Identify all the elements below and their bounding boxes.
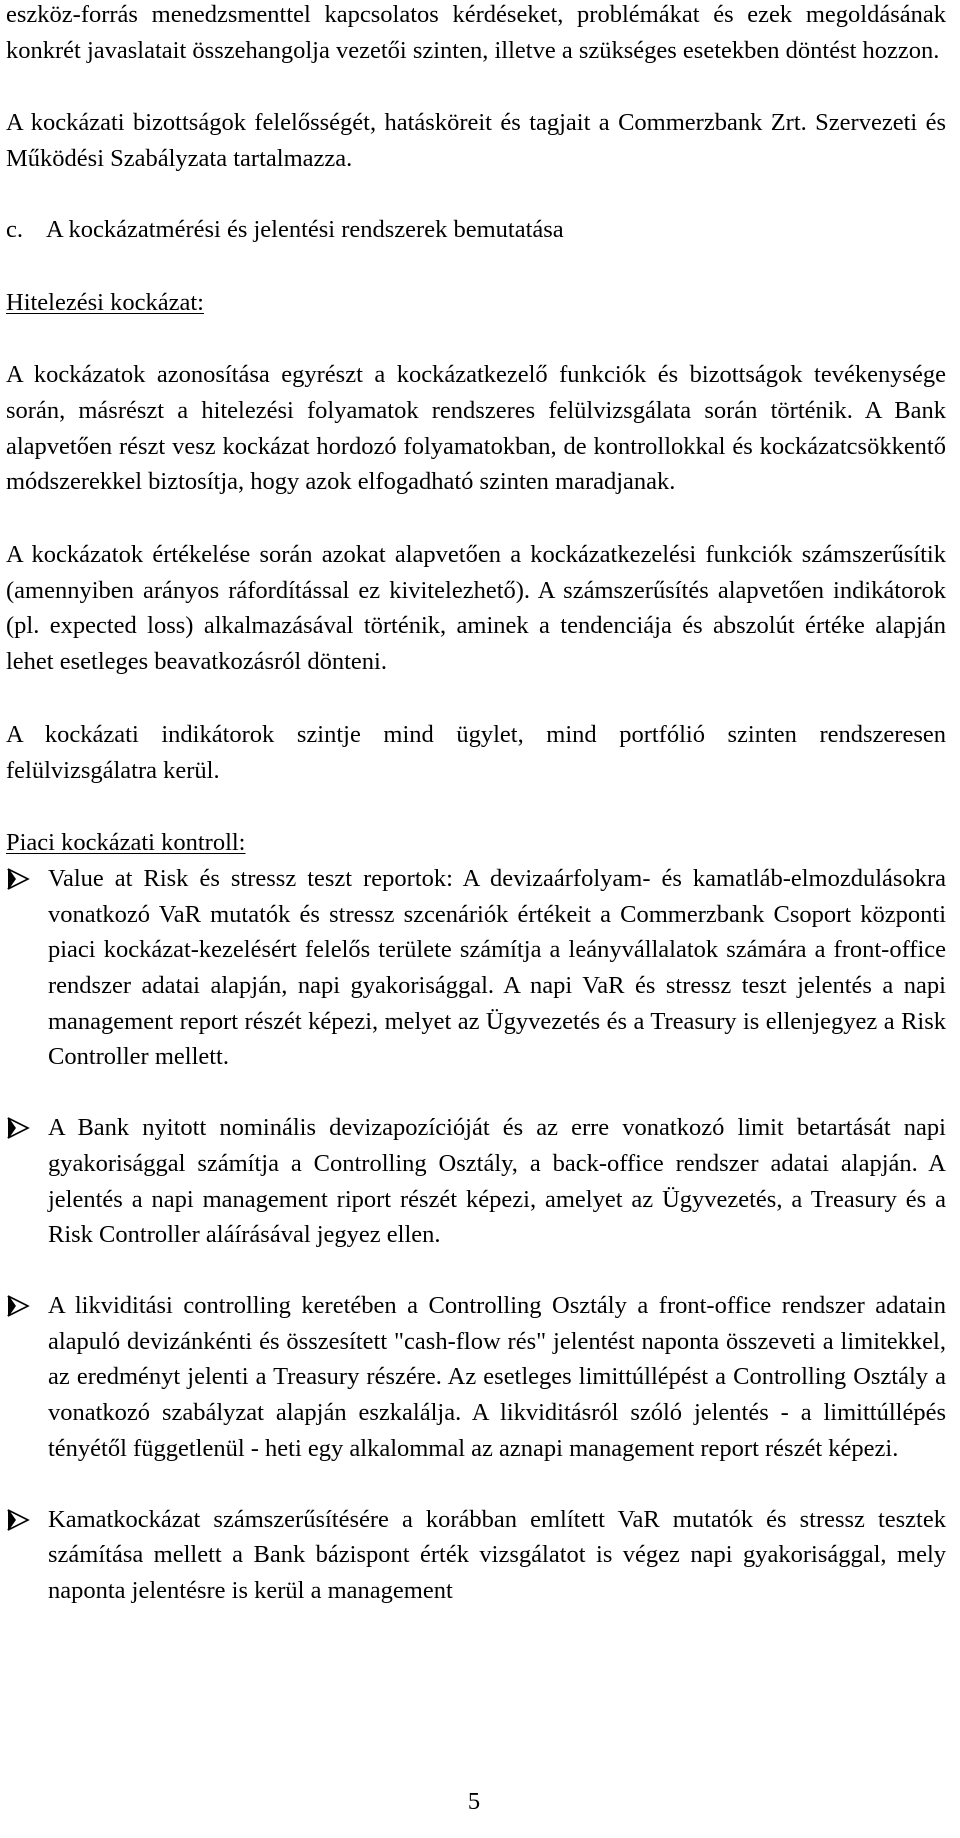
list-item [6, 1288, 946, 1467]
section-c-title: A kockázatmérési és jelentési rendszerek bemutatása [46, 215, 564, 243]
credit-risk-heading [6, 285, 946, 321]
page-number: 5 [467, 1788, 481, 1815]
list-item [6, 1110, 946, 1253]
arrowhead-bullet-icon [6, 1509, 30, 1531]
credit-risk-heading-text: Hitelezési kockázat: [6, 288, 204, 316]
arrowhead-bullet-icon [6, 868, 30, 890]
committees-paragraph: A kockázati bizottságok felelősségét, hatásköreit és tagjait a Commerzbank Zrt. Szervezeti és Működési Szabályzata tartalmazza. [6, 109, 946, 173]
list-item [6, 861, 946, 1075]
bullet-text: Value at Risk és stressz teszt reportok: A devizaárfolyam- és kamatláb-elmozdulásokra vonatkozó VaR mutatók és stressz szcenáriók értékeit a Commerzbank Csoport központi piaci kockázat-kezelésért felelős területe számítja a leányvállalatok számára a front-office rendszer adatai alapján, napi gyakorisággal. A napi VaR és stressz teszt jelentés a napi management report részét képezi, melyet az Ügyvezetés és a Treasury is ellenjegyez a Risk Controller mellett. [48, 864, 946, 1071]
section-c-letter: c. [6, 215, 23, 243]
credit-risk-paragraph-2: A kockázatok értékelése során azokat alapvetően a kockázatkezelési funkciók számszerűsítik (amennyiben arányos ráfordítással ez kivitelezhető). A számszerűsítés alapvetően indikátorok (pl. expected loss) alkalmazásával történik, aminek a tendenciája és abszolút értéke alapján lehet esetleges beavatkozásról dönteni. [6, 541, 946, 676]
market-risk-heading [6, 825, 946, 861]
bullet-text: A likviditási controlling keretében a Controlling Osztály a front-office rendszer adatain alapuló devizánkénti és összesített "cash-flow rés" jelentést naponta összeveti a limitekkel, az eredményt jelenti a Treasury részére. Az esetleges limittúllépést a Controlling Osztály a vonatkozó szabályzat alapján eszkalálja. A likviditásról szóló jelentés - a limittúllépés tényétől függetlenül - heti egy alkalommal az aznapi management report részét képezi. [48, 1291, 946, 1462]
market-risk-heading-text: Piaci kockázati kontroll: [6, 829, 246, 857]
list-item [6, 1502, 946, 1609]
arrowhead-bullet-icon [6, 1295, 30, 1317]
document-page [6, 0, 946, 1609]
arrowhead-bullet-icon [6, 1117, 30, 1139]
intro-paragraph: eszköz-forrás menedzsmenttel kapcsolatos kérdéseket, problémákat és ezek megoldásának konkrét javaslatait összehangolja vezetői szinten, illetve a szükséges esetekben döntést hozzon. [6, 1, 946, 64]
bullet-text: A Bank nyitott nominális devizapozícióját és az erre vonatkozó limit betartását napi gyakorisággal számítja a Controlling Osztály, a back-office rendszer adatai alapján. A jelentés a napi management riport részét képezi, amelyet az Ügyvezetés, a Treasury és a Risk Controller aláírásával jegyez ellen. [48, 1114, 946, 1249]
bullet-text: Kamatkockázat számszerűsítésére a korábban említett VaR mutatók és stressz tesztek számítása mellett a Bank bázispont érték vizsgálatot is végez napi gyakorisággal, mely naponta jelentésre is kerül a management [48, 1505, 946, 1604]
credit-risk-paragraph-3: A kockázati indikátorok szintje mind ügylet, mind portfólió szinten rendszeresen felülvizsgálatra kerül. [6, 720, 946, 784]
section-c-heading [6, 212, 946, 248]
credit-risk-paragraph-1: A kockázatok azonosítása egyrészt a kockázatkezelő funkciók és bizottságok tevékenysége során, másrészt a hitelezési folyamatok rendszeres felülvizsgálata során történik. A Bank alapvetően részt vesz kockázat hordozó folyamatokban, de kontrollokkal és kockázatcsökkentő módszerekkel biztosítja, hogy azok elfogadható szinten maradjanak. [6, 361, 946, 496]
market-risk-bullet-list [6, 861, 946, 1609]
